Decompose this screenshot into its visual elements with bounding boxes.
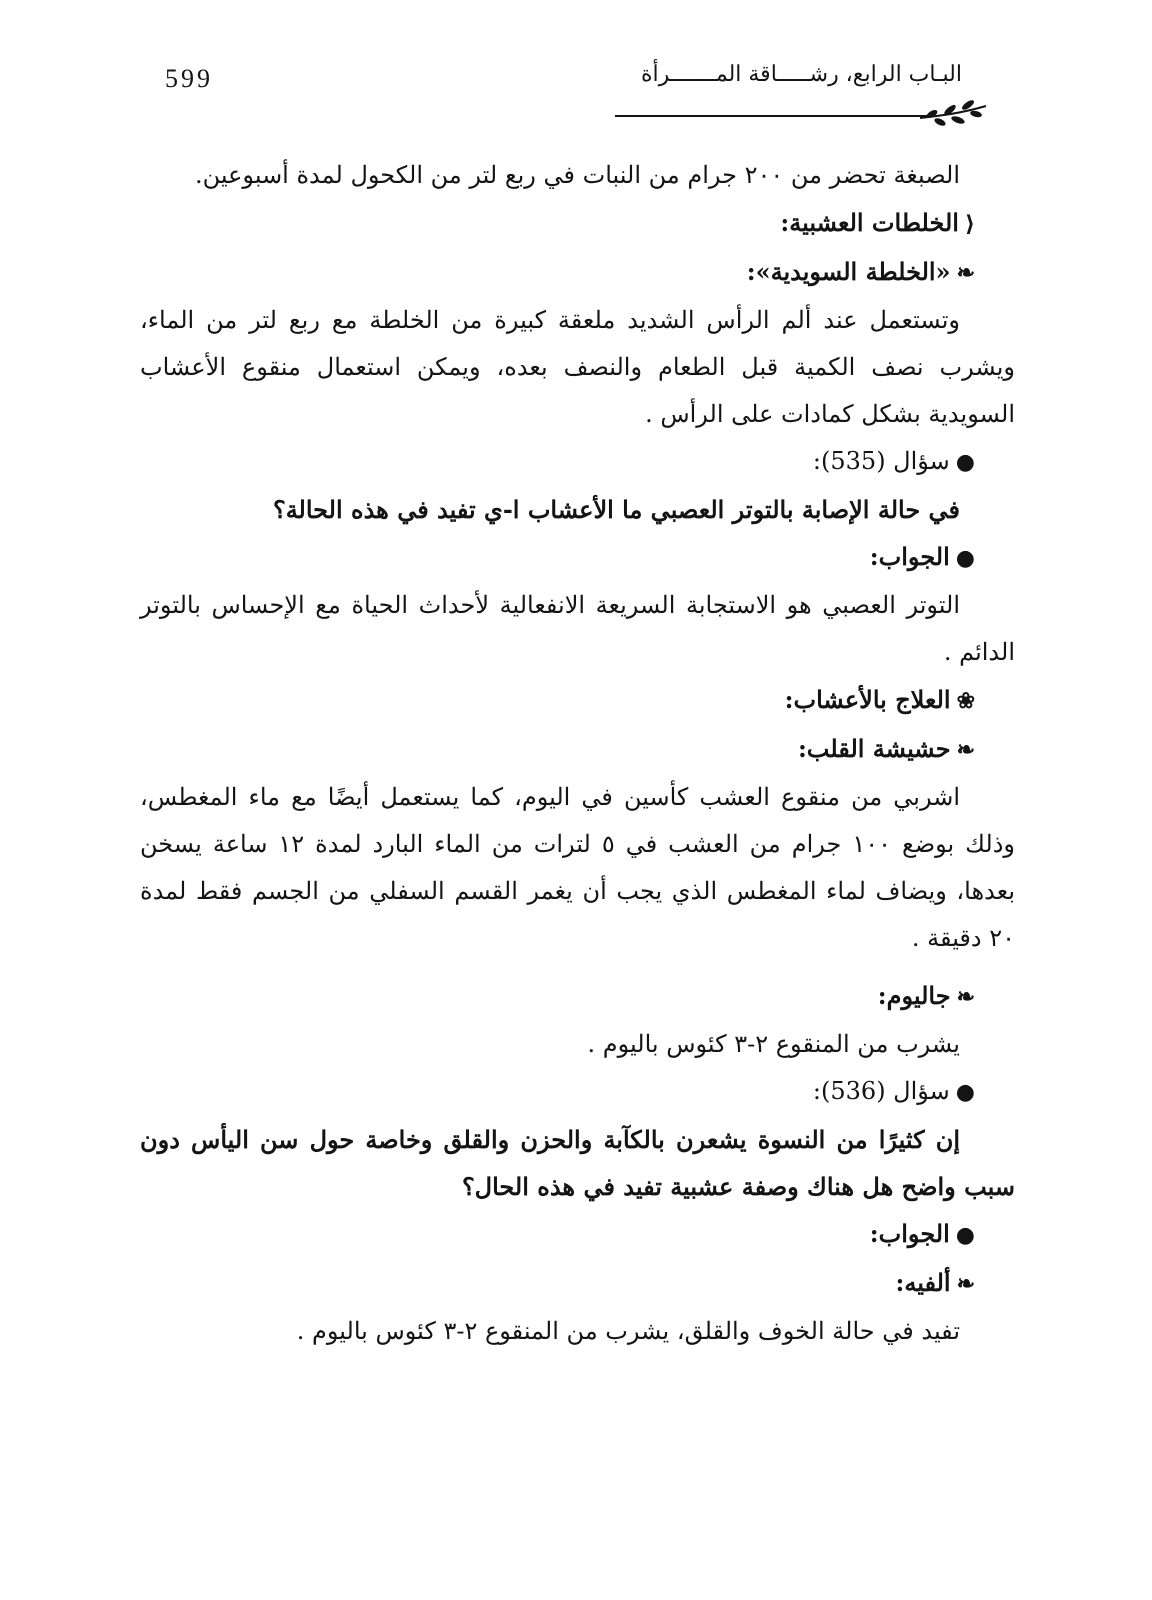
subsection-heading bbox=[140, 725, 1015, 774]
question-number: سؤال (536): bbox=[812, 1077, 950, 1105]
page-number: 599 bbox=[165, 64, 213, 93]
question-text: إن كثيرًا من النسوة يشعرن بالكآبة والحزن والقلق وخاصة حول سن اليأس دون سبب واضح هل هناك وصفة عشبية تفيد في هذه الحال؟ bbox=[140, 1125, 1015, 1201]
leaf-bullet-icon: ❀ bbox=[956, 688, 975, 714]
subsection-heading bbox=[140, 972, 1015, 1021]
apple-bullet-icon: ● bbox=[955, 545, 975, 571]
question-label bbox=[140, 1068, 1015, 1116]
answer-label bbox=[140, 1210, 1015, 1259]
question-label bbox=[140, 438, 1015, 486]
answer-label bbox=[140, 533, 1015, 582]
answer-text: الجواب: bbox=[869, 542, 950, 571]
section-heading bbox=[140, 199, 1015, 248]
apple-bullet-icon: ● bbox=[955, 450, 975, 475]
subsection-heading bbox=[140, 1259, 1015, 1308]
olive-branch-icon bbox=[918, 96, 988, 132]
heading-text: الخلطات العشبية: bbox=[780, 208, 959, 237]
answer-text: الجواب: bbox=[869, 1219, 950, 1248]
heading-text: ألفيه: bbox=[895, 1268, 951, 1297]
paragraph: التوتر العصبي هو الاستجابة السريعة الانفعالية لأحداث الحياة مع الإحساس بالتوتر الدائم . bbox=[140, 591, 1015, 666]
heading-text: «الخلطة السويدية»: bbox=[746, 257, 951, 286]
paragraph: تفيد في حالة الخوف والقلق، يشرب من المنقوع ٢-٣ كئوس باليوم . bbox=[296, 1317, 960, 1345]
question-number: سؤال (535): bbox=[812, 447, 950, 475]
heading-text: حشيشة القلب: bbox=[797, 734, 951, 763]
running-header: البـاب الرابع، رشـــــاقة المـــــــرأة bbox=[640, 62, 962, 87]
arrow-bullet-icon: ⟨ bbox=[964, 211, 975, 237]
paragraph: الصبغة تحضر من ٢٠٠ جرام من النبات في ربع لتر من الكحول لمدة أسبوعين. bbox=[194, 161, 960, 189]
vine-bullet-icon: ❧ bbox=[956, 1271, 975, 1297]
paragraph: وتستعمل عند ألم الرأس الشديد ملعقة كبيرة من الخلطة مع ربع لتر من الماء، ويشرب نصف الكمية قبل الطعام والنصف بعده، ويمكن استعمال منقوع الأعشاب السويدية بشكل كمادات على الرأس . bbox=[140, 306, 1015, 428]
paragraph: اشربي من منقوع العشب كأسين في اليوم، كما يستعمل أيضًا مع ماء المغطس، وذلك بوضع ١٠٠ جرام من العشب في ٥ لترات من الماء البارد لمدة ١٢ ساعة يسخن بعدها، ويضاف لماء المغطس الذي يجب أن يغمر القسم السفلي من الجسم فقط لمدة ٢٠ دقيقة . bbox=[140, 783, 1015, 952]
apple-bullet-icon: ● bbox=[955, 1080, 975, 1105]
page-body bbox=[140, 152, 1015, 1355]
apple-bullet-icon: ● bbox=[955, 1222, 975, 1248]
heading-text: جاليوم: bbox=[877, 981, 951, 1010]
heading-text: العلاج بالأعشاب: bbox=[784, 685, 951, 714]
vine-bullet-icon: ❧ bbox=[956, 737, 975, 763]
vine-bullet-icon: ❧ bbox=[956, 260, 975, 286]
paragraph: يشرب من المنقوع ٢-٣ كئوس باليوم . bbox=[587, 1030, 960, 1058]
section-heading bbox=[140, 676, 1015, 725]
subsection-heading bbox=[140, 248, 1015, 297]
question-text: في حالة الإصابة بالتوتر العصبي ما الأعشاب ا-ي تفيد في هذه الحالة؟ bbox=[272, 495, 960, 524]
header-rule bbox=[615, 115, 930, 117]
vine-bullet-icon: ❧ bbox=[956, 984, 975, 1010]
